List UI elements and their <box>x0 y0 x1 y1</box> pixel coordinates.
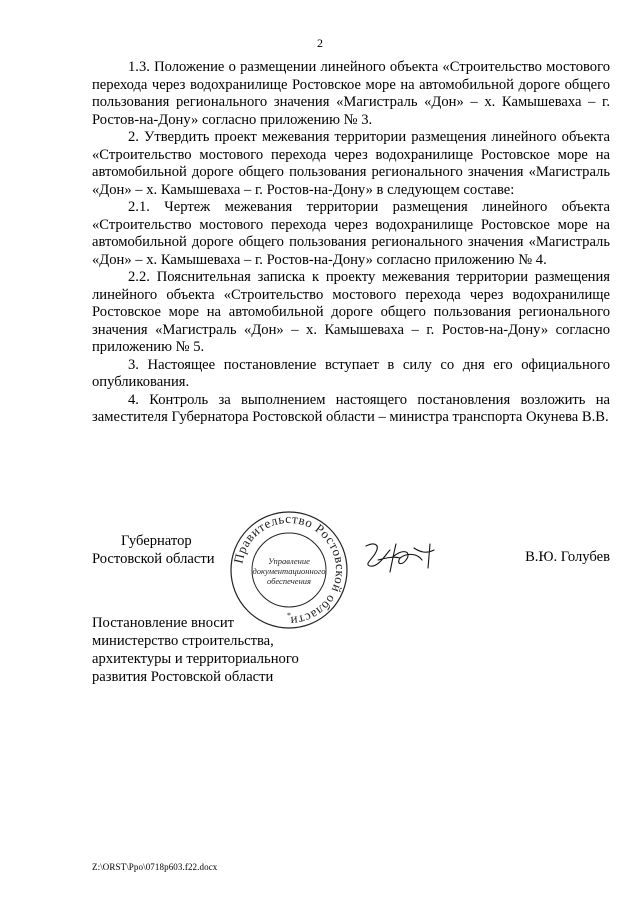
stamp-inner-line1: Управление <box>268 556 310 566</box>
paragraph-1-3: 1.3. Положение о размещении линейного объекта «Строительство мостового перехода через водохранилище Ростовское море на автомобильной дороге общего пользования регионального значения «Магистраль «Дон» – х. Камышеваха – г. Ростов-на-Дону» согласно приложению № 3. <box>92 59 610 128</box>
page-number: 2 <box>317 36 323 50</box>
paragraph-4: 4. Контроль за выполнением настоящего постановления возложить на заместителя Губернатора Ростовской области – министра транспорта Окунева В.В. <box>92 391 610 425</box>
paragraph-2-2: 2.2. Пояснительная записка к проекту межевания территории размещения линейного объекта «Строительство мостового перехода через водохранилище Ростовское море на автомобильной дороге общего пользования регионального значения «Магистраль «Дон» – х. Камышеваха – г. Ростов-на-Дону» согласно приложению № 5. <box>92 269 610 355</box>
signatory-title-line1: Губернатор <box>121 533 192 549</box>
paragraph-3: 3. Настоящее постановление вступает в силу со дня его официального опубликования. <box>92 356 610 390</box>
signatory-title-line2: Ростовской области <box>92 551 215 567</box>
official-stamp <box>227 510 351 630</box>
handwritten-signature <box>360 538 448 578</box>
stamp-inner-line3: обеспечения <box>266 576 312 586</box>
submitter-line3: архитектуры и территориального <box>92 651 299 667</box>
submitter-line2: министерство строительства, <box>92 633 274 649</box>
file-path-footer: Z:\ORST\Ppo\0718p603.f22.docx <box>92 862 218 872</box>
stamp-inner-line2: документационного <box>252 566 326 576</box>
submitter-line1: Постановление вносит <box>92 615 235 631</box>
signatory-title <box>92 532 215 568</box>
submitter-note <box>92 614 392 686</box>
paragraph-2-1: 2.1. Чертеж межевания территории размещения линейного объекта «Строительство мостового перехода через водохранилище Ростовское море на автомобильной дороге общего пользования регионального значения «Магистраль «Дон» – х. Камышеваха – г. Ростов-на-Дону» согласно приложению № 4. <box>92 199 610 268</box>
signature-block <box>92 510 610 630</box>
document-body <box>92 59 610 427</box>
paragraph-2: 2. Утвердить проект межевания территории размещения линейного объекта «Строительство мостового перехода через водохранилище Ростовское море на автомобильной дороге общего пользования регионального значения «Магистраль «Дон» – х. Камышеваха – г. Ростов-на-Дону» в следующем составе: <box>92 129 610 198</box>
stamp-outer-text: Правительство Ростовской области <box>230 510 349 630</box>
svg-text:*: * <box>287 611 291 620</box>
submitter-line4: развития Ростовской области <box>92 669 274 685</box>
signatory-name: В.Ю. Голубев <box>525 549 610 565</box>
